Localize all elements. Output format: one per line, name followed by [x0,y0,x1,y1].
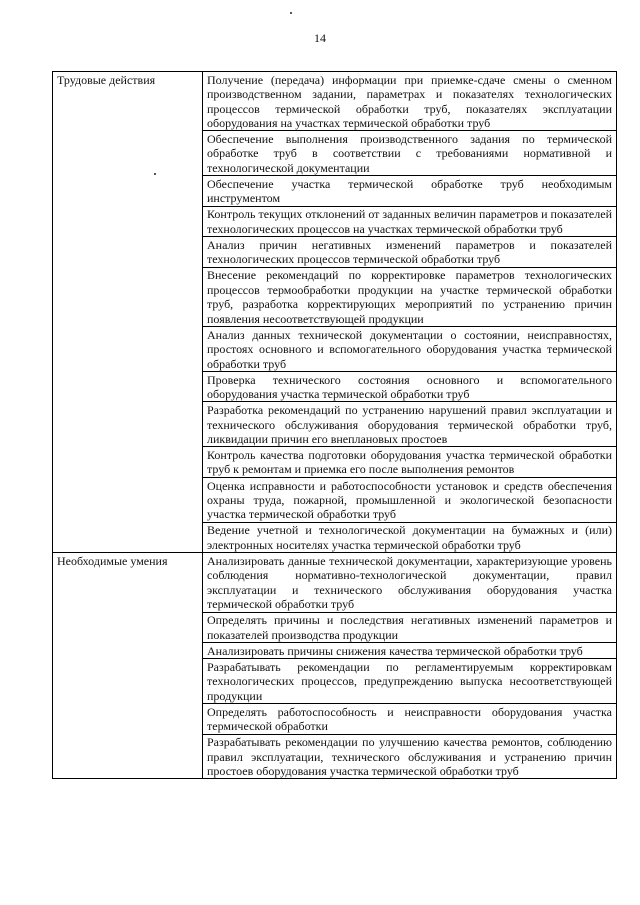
item-description: Анализировать причины снижения качества термической обработки труб [203,643,617,659]
item-description: Контроль качества подготовки оборудования участка термической обработки труб к ремонтам и приемка его после выполнения ремонтов [203,447,617,478]
table-row [53,553,617,612]
item-description: Ведение учетной и технологической документации на бумажных и (или) электронных носителях участка термической обработки труб [203,522,617,553]
item-description: Анализ данных технической документации о состоянии, неисправностях, простоях основного и вспомогательного оборудования участка термической обработки труб [203,327,617,372]
item-description: Анализировать данные технической документации, характеризующие уровень соблюдения нормативно-технологической документации, правил эксплуатации и технического обслуживания оборудования участка термической обработки труб [203,553,617,612]
table-row [53,72,617,131]
item-description: Контроль текущих отклонений от заданных величин параметров и показателей технологических процессов на участках термической обработки труб [203,206,617,237]
item-description: Проверка технического состояния основного и вспомогательного оборудования участка термической обработки труб [203,371,617,402]
section-category: Трудовые действия [53,72,203,553]
scan-speck [290,12,292,14]
labor-functions-table [52,71,617,779]
item-description: Анализ причин негативных изменений параметров и показателей технологических процессов термической обработки труб [203,237,617,268]
page-number: 14 [314,31,326,45]
item-description: Разрабатывать рекомендации по улучшению качества ремонтов, соблюдению правил эксплуатации, технического обслуживания и устранению причин простоев оборудования участка термической обработки труб [203,734,617,779]
item-description: Разработка рекомендаций по устранению нарушений правил эксплуатации и технического обслуживания оборудования термической обработки труб, ликвидации причин его внеплановых простоев [203,402,617,447]
item-description: Получение (передача) информации при приемке-сдаче смены о сменном производственном задании, параметрах и показателях технологических процессов термической обработки труб, показателях эксплуатации оборудования на участках термической обработки труб [203,72,617,131]
item-description: Определять причины и последствия негативных изменений параметров и показателей производства продукции [203,612,617,643]
item-description: Внесение рекомендаций по корректировке параметров технологических процессов термообработки продукции на участке термической обработки труб, разработка корректирующих мероприятий по устранению причин появления несоответствующей продукции [203,267,617,326]
item-description: Оценка исправности и работоспособности установок и средств обеспечения охраны труда, пожарной, промышленной и экологической безопасности участка термической обработки труб [203,477,617,522]
table-body [53,72,617,779]
item-description: Обеспечение участка термической обработке труб необходимым инструментом [203,176,617,207]
section-category: Необходимые умения [53,553,203,779]
item-description: Разрабатывать рекомендации по регламентируемым корректировкам технологических процессов, предупреждению выпуска несоответствующей продукции [203,659,617,704]
item-description: Определять работоспособность и неисправности оборудования участка термической обработки [203,704,617,735]
item-description: Обеспечение выполнения производственного задания по термической обработке труб в соответствии с требованиями нормативной и технологической документации [203,131,617,176]
